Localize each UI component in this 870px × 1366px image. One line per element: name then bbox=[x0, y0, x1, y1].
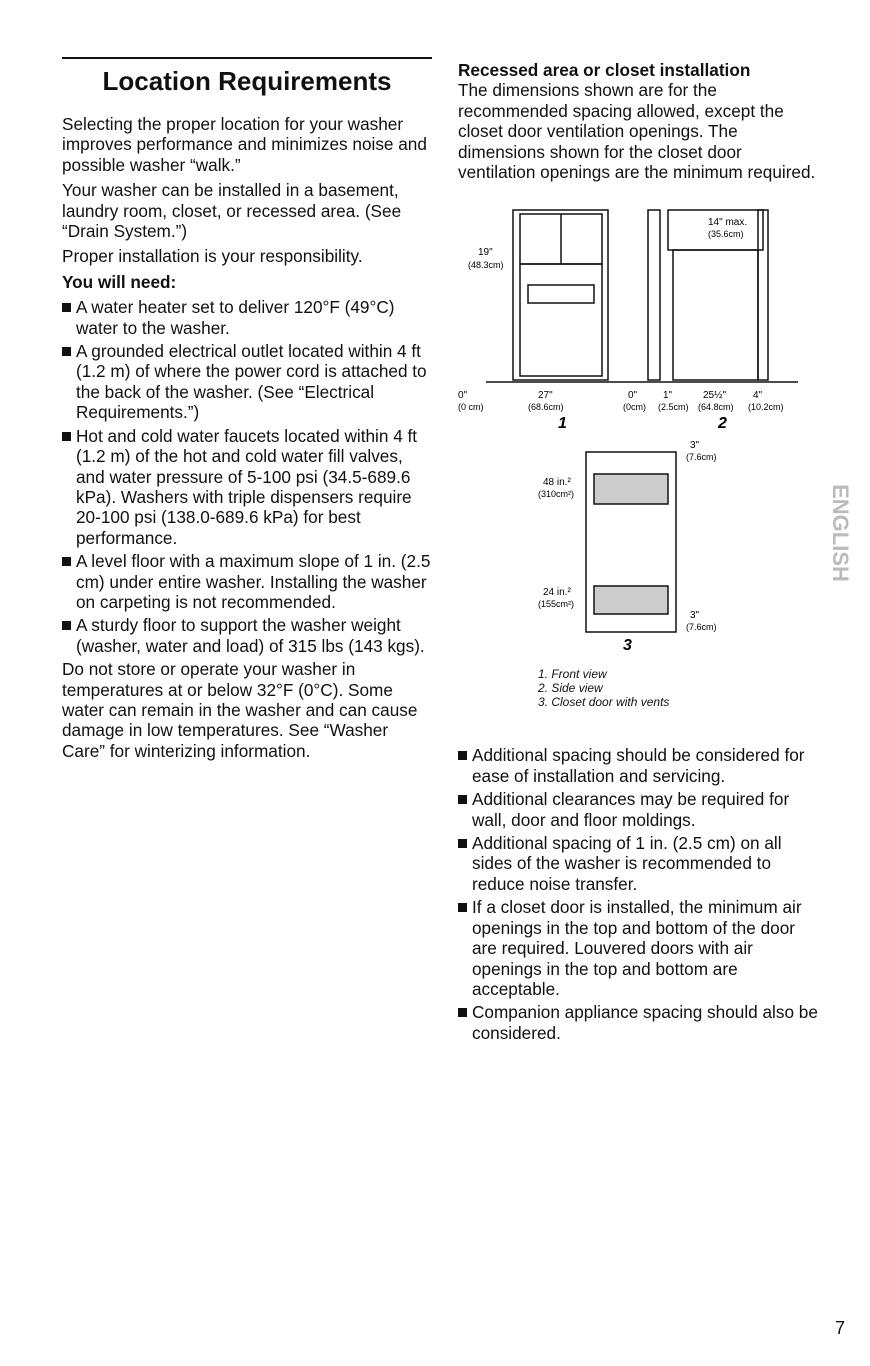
title-rule bbox=[62, 57, 432, 59]
front-top-label: 19" bbox=[478, 247, 493, 259]
side-one-label: 1" bbox=[663, 390, 673, 402]
front-width-cm-label: (68.6cm) bbox=[528, 402, 564, 413]
page-title: Location Requirements bbox=[102, 66, 392, 96]
need-list bbox=[62, 297, 434, 656]
door-bottom-gap-label: 3" bbox=[690, 610, 700, 622]
list-item: A grounded electrical outlet located within 4 ft (1.2 m) of where the power cord is attached to the back of the washer. (See “Electrical Requirements.”) bbox=[62, 341, 434, 423]
door-top-gap-cm-label: (7.6cm) bbox=[686, 452, 717, 463]
section-heading: Recessed area or closet installation bbox=[458, 60, 751, 80]
left-column bbox=[62, 114, 434, 766]
door-top-gap-label: 3" bbox=[690, 440, 700, 452]
intro-paragraph: Your washer can be installed in a basement, laundry room, closet, or recessed area. (See “Drain System.”) bbox=[62, 180, 402, 242]
list-item: A sturdy floor to support the washer weight (washer, water and load) of 315 lbs (143 kgs). bbox=[62, 615, 434, 656]
side-one-cm-label: (2.5cm) bbox=[658, 402, 689, 413]
closet-door-illustration bbox=[586, 452, 676, 632]
front-width-label: 27" bbox=[538, 390, 553, 402]
side-zero-cm-label: (0cm) bbox=[623, 402, 646, 413]
door-bottom-gap-cm-label: (7.6cm) bbox=[686, 622, 717, 633]
side-depth-label: 25½" bbox=[703, 390, 727, 402]
figure-number-3: 3 bbox=[623, 637, 632, 655]
intro-paragraph: Selecting the proper location for your washer improves performance and minimizes noise and possible washer “walk.” bbox=[62, 114, 427, 175]
section-intro: The dimensions shown are for the recommended spacing allowed, except the closet door ventilation openings. The dimensions shown for the closet door ventilation openings are the minimum required. bbox=[458, 80, 816, 183]
list-item: A level floor with a maximum slope of 1 in. (2.5 cm) under entire washer. Installing the washer on carpeting is not recommended. bbox=[62, 551, 434, 612]
side-depth-cm-label: (64.8cm) bbox=[698, 402, 734, 413]
front-left-cm-label: (0 cm) bbox=[458, 402, 484, 413]
spacing-diagram bbox=[458, 190, 818, 660]
caption-closet-door: 3. Closet door with vents bbox=[538, 695, 670, 710]
figure-number-2: 2 bbox=[718, 415, 727, 433]
side-four-cm-label: (10.2cm) bbox=[748, 402, 784, 413]
door-top-area-label: 48 in.² bbox=[543, 477, 571, 489]
installation-figure bbox=[458, 190, 818, 745]
front-left-label: 0" bbox=[458, 390, 468, 402]
door-bottom-area-cm-label: (155cm²) bbox=[538, 599, 575, 610]
figure-captions bbox=[538, 667, 669, 709]
side-four-label: 4" bbox=[753, 390, 763, 402]
outro-paragraph: Do not store or operate your washer in temperatures at or below 32°F (0°C). Some water can remain in the washer and can cause damage in low temperatures. See “Washer Care” for winterizing information. bbox=[62, 659, 418, 761]
door-bottom-area-label: 24 in.² bbox=[543, 587, 571, 599]
need-heading: You will need: bbox=[62, 271, 177, 292]
spacing-list bbox=[458, 745, 818, 1043]
list-item: A water heater set to deliver 120°F (49°C) water to the washer. bbox=[62, 297, 434, 338]
list-item: Additional spacing of 1 in. (2.5 cm) on all sides of the washer is recommended to reduce noise transfer. bbox=[458, 833, 818, 894]
page-number: 7 bbox=[835, 1318, 846, 1338]
caption-front-view: 1. Front view bbox=[538, 667, 607, 682]
door-top-area-cm-label: (310cm²) bbox=[538, 489, 575, 500]
side-zero-label: 0" bbox=[628, 390, 638, 402]
list-item: If a closet door is installed, the minimum air openings in the top and bottom of the door are required. Louvered doors with air openings in the top and bottom are acceptable. bbox=[458, 897, 818, 999]
list-item: Companion appliance spacing should also be considered. bbox=[458, 1002, 818, 1043]
right-column bbox=[458, 60, 818, 1046]
figure-number-1: 1 bbox=[558, 415, 567, 433]
language-tab bbox=[818, 448, 853, 618]
side-max-label: 14" max. bbox=[708, 217, 748, 229]
list-item: Hot and cold water faucets located within 4 ft (1.2 m) of the hot and cold water fill valves, and water pressure of 5-100 psi (34.5-689.6 kPa). Washers with triple dispensers require 20-100 psi (138.0-689.6 kPa) for best performance. bbox=[62, 426, 434, 548]
caption-side-view: 2. Side view bbox=[538, 681, 603, 696]
intro-paragraph: Proper installation is your responsibility. bbox=[62, 246, 363, 267]
language-tab-label: ENGLISH bbox=[828, 484, 853, 582]
list-item: Additional clearances may be required for wall, door and floor moldings. bbox=[458, 789, 818, 830]
front-top-cm-label: (48.3cm) bbox=[468, 260, 504, 271]
side-max-cm-label: (35.6cm) bbox=[708, 229, 744, 240]
list-item: Additional spacing should be considered for ease of installation and servicing. bbox=[458, 745, 818, 786]
